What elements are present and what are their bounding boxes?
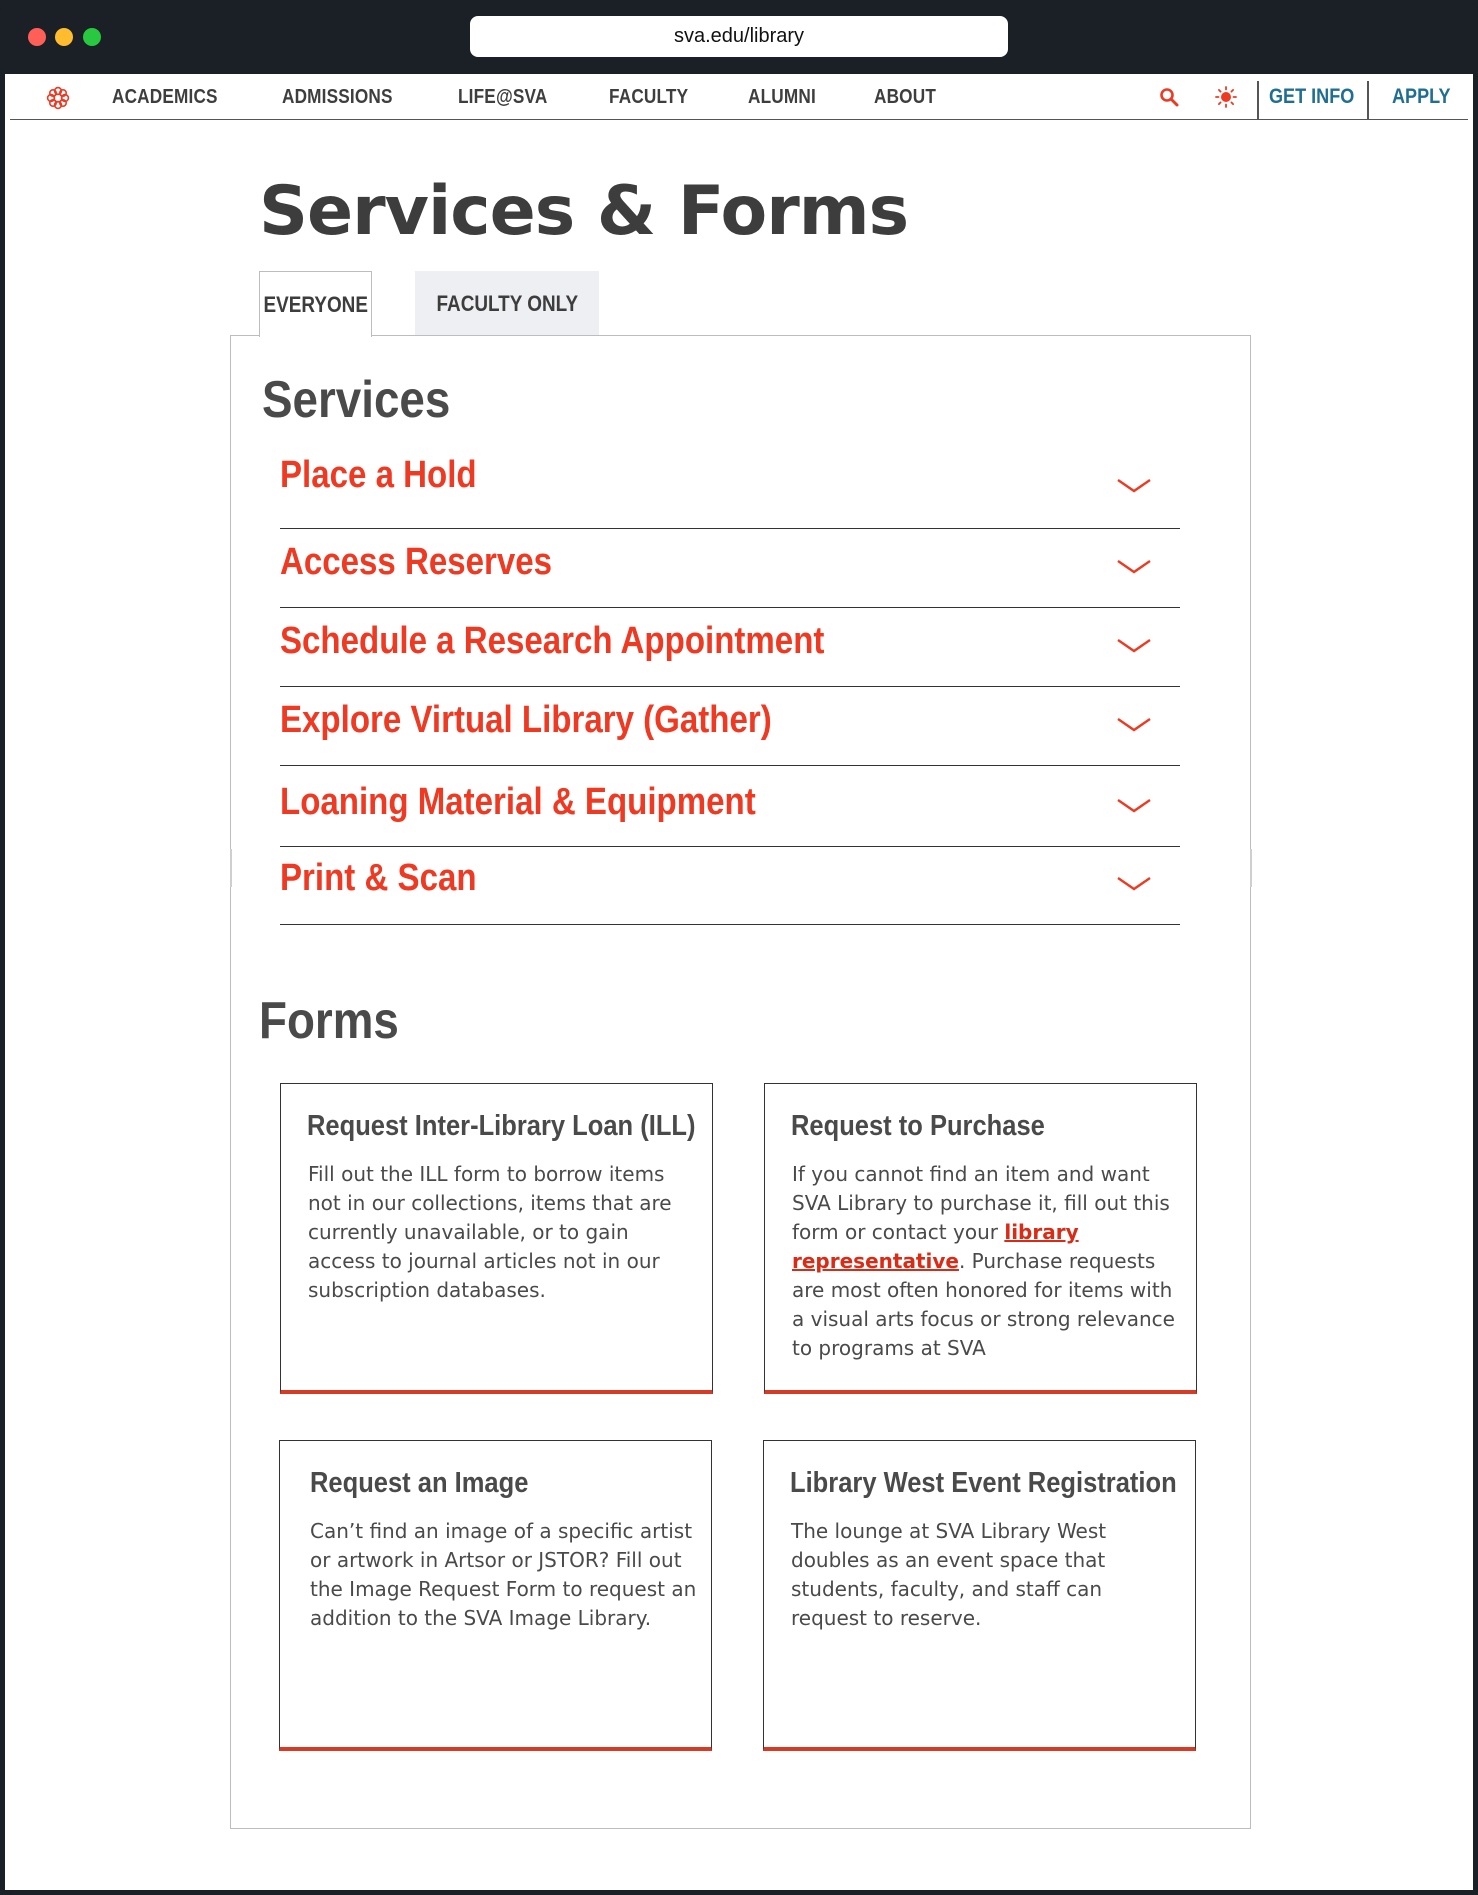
- form-card-inter-library-loan[interactable]: [280, 1083, 713, 1394]
- minimize-window-button[interactable]: [55, 28, 73, 46]
- page-viewport: [5, 74, 1473, 1890]
- chevron-down-icon: [1116, 477, 1152, 495]
- accordion-item-loaning-equipment[interactable]: [280, 766, 1180, 847]
- nav-alumni[interactable]: ALUMNI: [747, 85, 816, 108]
- tab-everyone-label: EVERYONE: [263, 291, 368, 317]
- card-text: If you cannot find an item and want SVA Library to purchase it, fill out this form or contact your: [792, 1162, 1170, 1244]
- nav-life-at-sva[interactable]: LIFE@SVA: [457, 85, 548, 108]
- nav-faculty[interactable]: FACULTY: [608, 85, 688, 108]
- accordion-item-research-appointment[interactable]: [280, 608, 1180, 687]
- card-title: Request to Purchase: [791, 1110, 1045, 1142]
- sva-logo-icon[interactable]: [44, 84, 72, 112]
- chevron-down-icon: [1116, 797, 1152, 815]
- theme-toggle-sun-icon[interactable]: [1215, 86, 1237, 108]
- library-representative-link[interactable]: library representative: [792, 1220, 1079, 1273]
- accordion-item-label: Access Reserves: [280, 541, 553, 583]
- card-description: [792, 1160, 1182, 1363]
- forms-heading: Forms: [259, 992, 399, 1050]
- search-icon[interactable]: [1158, 86, 1180, 108]
- services-heading: Services: [262, 371, 451, 429]
- site-nav: [10, 74, 1468, 120]
- accordion-item-label: Place a Hold: [280, 454, 477, 496]
- accordion-item-label: Loaning Material & Equipment: [280, 781, 756, 823]
- apply-link[interactable]: APPLY: [1392, 85, 1451, 108]
- form-card-event-registration[interactable]: [763, 1440, 1196, 1751]
- page-title: Services & Forms: [259, 172, 909, 251]
- accordion-item-label: Print & Scan: [280, 857, 477, 899]
- card-title: Library West Event Registration: [790, 1467, 1177, 1499]
- chevron-down-icon: [1116, 637, 1152, 655]
- card-text: . Purchase requests are most often honored for items with a visual arts focus or strong relevance to programs at SVA: [792, 1249, 1175, 1360]
- accordion-item-print-scan[interactable]: [280, 847, 1180, 925]
- chevron-down-icon: [1116, 875, 1152, 893]
- maximize-window-button[interactable]: [83, 28, 101, 46]
- form-card-request-to-purchase[interactable]: [764, 1083, 1197, 1394]
- card-title: Request Inter-Library Loan (ILL): [307, 1110, 696, 1142]
- form-card-request-an-image[interactable]: [279, 1440, 712, 1751]
- address-bar[interactable]: sva.edu/library: [470, 16, 1008, 57]
- card-description: Fill out the ILL form to borrow items not in our collections, items that are currently unavailable, or to gain access to journal articles not in our subscription databases.: [308, 1162, 672, 1302]
- tab-faculty-only[interactable]: [415, 271, 599, 336]
- nav-divider: [1367, 81, 1369, 119]
- services-accordion: [280, 444, 1180, 925]
- chevron-down-icon: [1116, 716, 1152, 734]
- card-description: The lounge at SVA Library West doubles as an event space that students, faculty, and staff can request to reserve.: [791, 1519, 1107, 1630]
- accordion-item-virtual-library[interactable]: [280, 687, 1180, 766]
- close-window-button[interactable]: [28, 28, 46, 46]
- primary-nav: [112, 74, 993, 120]
- chevron-down-icon: [1116, 558, 1152, 576]
- tab-everyone[interactable]: [259, 271, 372, 337]
- tab-faculty-only-label: FACULTY ONLY: [436, 290, 578, 316]
- accordion-item-access-reserves[interactable]: [280, 529, 1180, 608]
- card-title: Request an Image: [310, 1467, 529, 1499]
- nav-about[interactable]: ABOUT: [873, 85, 936, 108]
- nav-academics[interactable]: ACADEMICS: [112, 85, 218, 108]
- panel-edge-mark: [230, 849, 232, 887]
- accordion-item-label: Schedule a Research Appointment: [280, 620, 825, 662]
- get-info-link[interactable]: GET INFO: [1269, 85, 1355, 108]
- accordion-item-label: Explore Virtual Library (Gather): [280, 699, 772, 741]
- browser-titlebar: [0, 0, 1478, 74]
- accordion-item-place-a-hold[interactable]: [280, 444, 1180, 529]
- card-description: Can’t find an image of a specific artist or artwork in Artsor or JSTOR? Fill out the Image Request Form to request an addition to the SVA Image Library.: [310, 1519, 697, 1630]
- panel-edge-mark: [1250, 849, 1252, 887]
- nav-admissions[interactable]: ADMISSIONS: [281, 85, 393, 108]
- nav-divider: [1257, 81, 1259, 119]
